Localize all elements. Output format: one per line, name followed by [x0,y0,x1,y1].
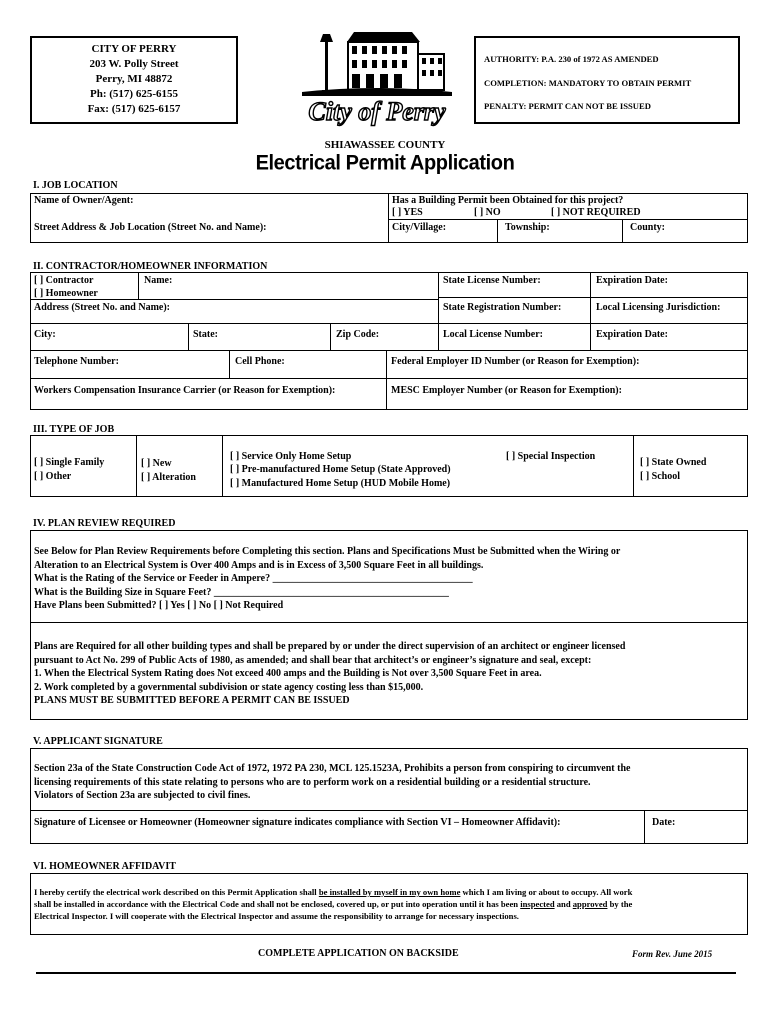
cell-phone-label: Cell Phone: [235,356,285,367]
street-label: Street Address & Job Location (Street No. and Name): [34,222,267,233]
affidavit-text-part: and [554,899,573,909]
city-of-perry-logo [292,28,462,128]
workers-comp-label: Workers Compensation Insurance Carrier (or Reason for Exemption): [34,385,336,396]
service-only-checkbox[interactable]: [ ] Service Only Home Setup [230,451,352,462]
divider [330,323,331,350]
contractor-checkbox[interactable]: [ ] Contractor [34,275,94,286]
plan-line: See Below for Plan Review Requirements before Completing this section. Plans and Specifications Must be Submitted when the Wiring or [34,546,621,557]
city-line: Fax: (517) 625-6157 [87,103,181,115]
mesc-label: MESC Employer Number (or Reason for Exemption): [391,385,622,396]
affidavit-text-part: by the [607,899,633,909]
school-checkbox[interactable]: [ ] School [640,471,680,482]
divider [438,272,439,350]
divider [497,219,498,243]
building-size-field[interactable]: What is the Building Size in Square Feet? _______________________________________________ [34,586,449,598]
local-jurisdiction-label: Local Licensing Jurisdiction: [596,302,721,313]
affidavit-underline: approved [572,899,608,909]
affidavit-text-part: I hereby certify the electrical work described on this Permit Application shall [34,887,319,897]
new-checkbox[interactable]: [ ] New [141,458,172,469]
divider [590,272,591,350]
section-v-heading: V. APPLICANT SIGNATURE [33,736,163,747]
divider [30,810,748,811]
req-line: PLANS MUST BE SUBMITTED BEFORE A PERMIT CAN BE ISSUED [34,695,350,706]
divider [30,622,748,623]
bp-no-checkbox[interactable]: [ ] NO [474,207,501,218]
county-label: County: [630,222,666,233]
owner-label: Name of Owner/Agent: [34,195,134,206]
req-line: 2. Work completed by a governmental subdivision or state agency costing less than $15,000. [34,681,424,693]
divider [138,272,139,300]
affidavit-line-2 [34,898,632,910]
affidavit-underline: be installed by myself in my own home [318,887,461,897]
law-line: Violators of Section 23a are subjected to civil fines. [34,790,251,801]
special-inspection-checkbox[interactable]: [ ] Special Inspection [506,451,596,462]
city-line: Perry, MI 48872 [95,73,173,85]
affidavit-text-part: shall be installed in accordance with the Electrical Code and shall not be enclosed, covered up, or put into operation until it has been [34,899,521,909]
complete-backside-note: COMPLETE APPLICATION ON BACKSIDE [258,948,459,959]
req-line: pursuant to Act No. 299 of Public Acts of 1980, as amended; and shall bear that architect’s or engineer’s signature and seal, except: [34,654,592,666]
city-line: CITY OF PERRY [91,43,177,55]
bp-not-required-checkbox[interactable]: [ ] NOT REQUIRED [551,207,641,218]
expiration-date-label: Expiration Date: [596,275,668,286]
expiration-date-label-2: Expiration Date: [596,329,668,340]
divider [30,350,748,351]
divider [644,810,645,844]
authority-text: AUTHORITY: P.A. 230 of 1972 AS AMENDED [484,54,659,64]
divider [30,378,748,379]
affidavit-text-part: which I am living or about to occupy. All work [460,887,633,897]
single-family-checkbox[interactable]: [ ] Single Family [34,457,105,468]
divider [386,350,387,410]
manufactured-checkbox[interactable]: [ ] Manufactured Home Setup (HUD Mobile Home) [230,478,451,489]
zip-label: Zip Code: [336,329,380,340]
alteration-checkbox[interactable]: [ ] Alteration [141,472,196,483]
city-line: Ph: (517) 625-6155 [90,88,178,100]
section-iv-heading: IV. PLAN REVIEW REQUIRED [33,518,176,529]
divider [438,297,748,298]
telephone-label: Telephone Number: [34,356,119,367]
address-label: Address (Street No. and Name): [34,302,171,313]
other-checkbox[interactable]: [ ] Other [34,471,72,482]
divider [633,435,634,497]
township-label: Township: [505,222,550,233]
homeowner-checkbox[interactable]: [ ] Homeowner [34,288,98,299]
divider [188,323,189,350]
penalty-text: PENALTY: PERMIT CAN NOT BE ISSUED [484,101,651,111]
affidavit-line-3: Electrical Inspector. I will cooperate with the Electrical Inspector and assume the responsibility to arrange for necessary inspections. [34,911,519,921]
affidavit-line-1 [34,886,632,898]
affidavit-underline: inspected [520,899,555,909]
plan-review-instructions [34,545,620,613]
date-field[interactable]: Date: [652,817,676,828]
city-address-block [30,42,238,117]
divider [222,435,223,497]
req-line: 1. When the Electrical System Rating does Not exceed 400 amps and the Building is Not over 3,500 Square Feet in area. [34,668,542,679]
building-permit-question: Has a Building Permit been Obtained for this project? [392,195,624,206]
divider [388,219,748,220]
local-license-label: Local License Number: [443,329,543,340]
bp-yes-checkbox[interactable]: [ ] YES [392,207,423,218]
premanufactured-checkbox[interactable]: [ ] Pre-manufactured Home Setup (State Approved) [230,464,451,475]
law-line: Section 23a of the State Construction Code Act of 1972, 1972 PA 230, MCL 125.1523A, Prohibits a person from conspiring to circumvent the [34,763,631,774]
city-label: City: [34,329,56,340]
divider [229,350,230,378]
section-i-heading: I. JOB LOCATION [33,180,118,191]
state-label: State: [193,329,218,340]
plan-requirements [34,640,625,708]
section-23a-text [34,762,630,803]
plans-submitted-checkboxes[interactable]: Have Plans been Submitted? [ ] Yes [ ] No [ ] Not Required [34,600,284,611]
footer-rule [36,972,736,974]
form-revision: Form Rev. June 2015 [632,949,713,959]
req-line: Plans are Required for all other building types and shall be prepared by or under the direct supervision of an architect or engineer licensed [34,641,626,652]
signature-field[interactable]: Signature of Licensee or Homeowner (Homeowner signature indicates compliance with Section VI – Homeowner Affidavit): [34,817,561,828]
plan-line: Alteration to an Electrical System is Over 400 Amps and is in Excess of 3,500 Square Feet in all buildings. [34,559,484,571]
state-license-label: State License Number: [443,275,541,286]
law-line: licensing requirements of this state relating to persons who are to perform work on a residential building or a residential structure. [34,776,591,788]
completion-text: COMPLETION: MANDATORY TO OBTAIN PERMIT [484,78,692,88]
affidavit-text [34,886,632,922]
section-iii-heading: III. TYPE OF JOB [33,424,115,435]
service-rating-field[interactable]: What is the Rating of the Service or Feeder in Ampere? ________________________________________ [34,573,473,584]
county-title: SHIAWASSEE COUNTY [324,139,446,151]
section-vi-heading: VI. HOMEOWNER AFFIDAVIT [33,861,176,872]
city-village-label: City/Village: [392,222,447,233]
state-owned-checkbox[interactable]: [ ] State Owned [640,457,707,468]
state-registration-label: State Registration Number: [443,302,562,313]
divider [622,219,623,243]
fein-label: Federal Employer ID Number (or Reason for Exemption): [391,356,640,367]
name-label: Name: [144,275,173,286]
logo-text: City of Perry [308,97,446,126]
page-title: Electrical Permit Application [255,151,515,175]
divider [136,435,137,497]
divider [388,193,389,243]
divider [30,323,748,324]
city-line: 203 W. Polly Street [89,58,179,70]
section-ii-heading: II. CONTRACTOR/HOMEOWNER INFORMATION [33,261,268,272]
